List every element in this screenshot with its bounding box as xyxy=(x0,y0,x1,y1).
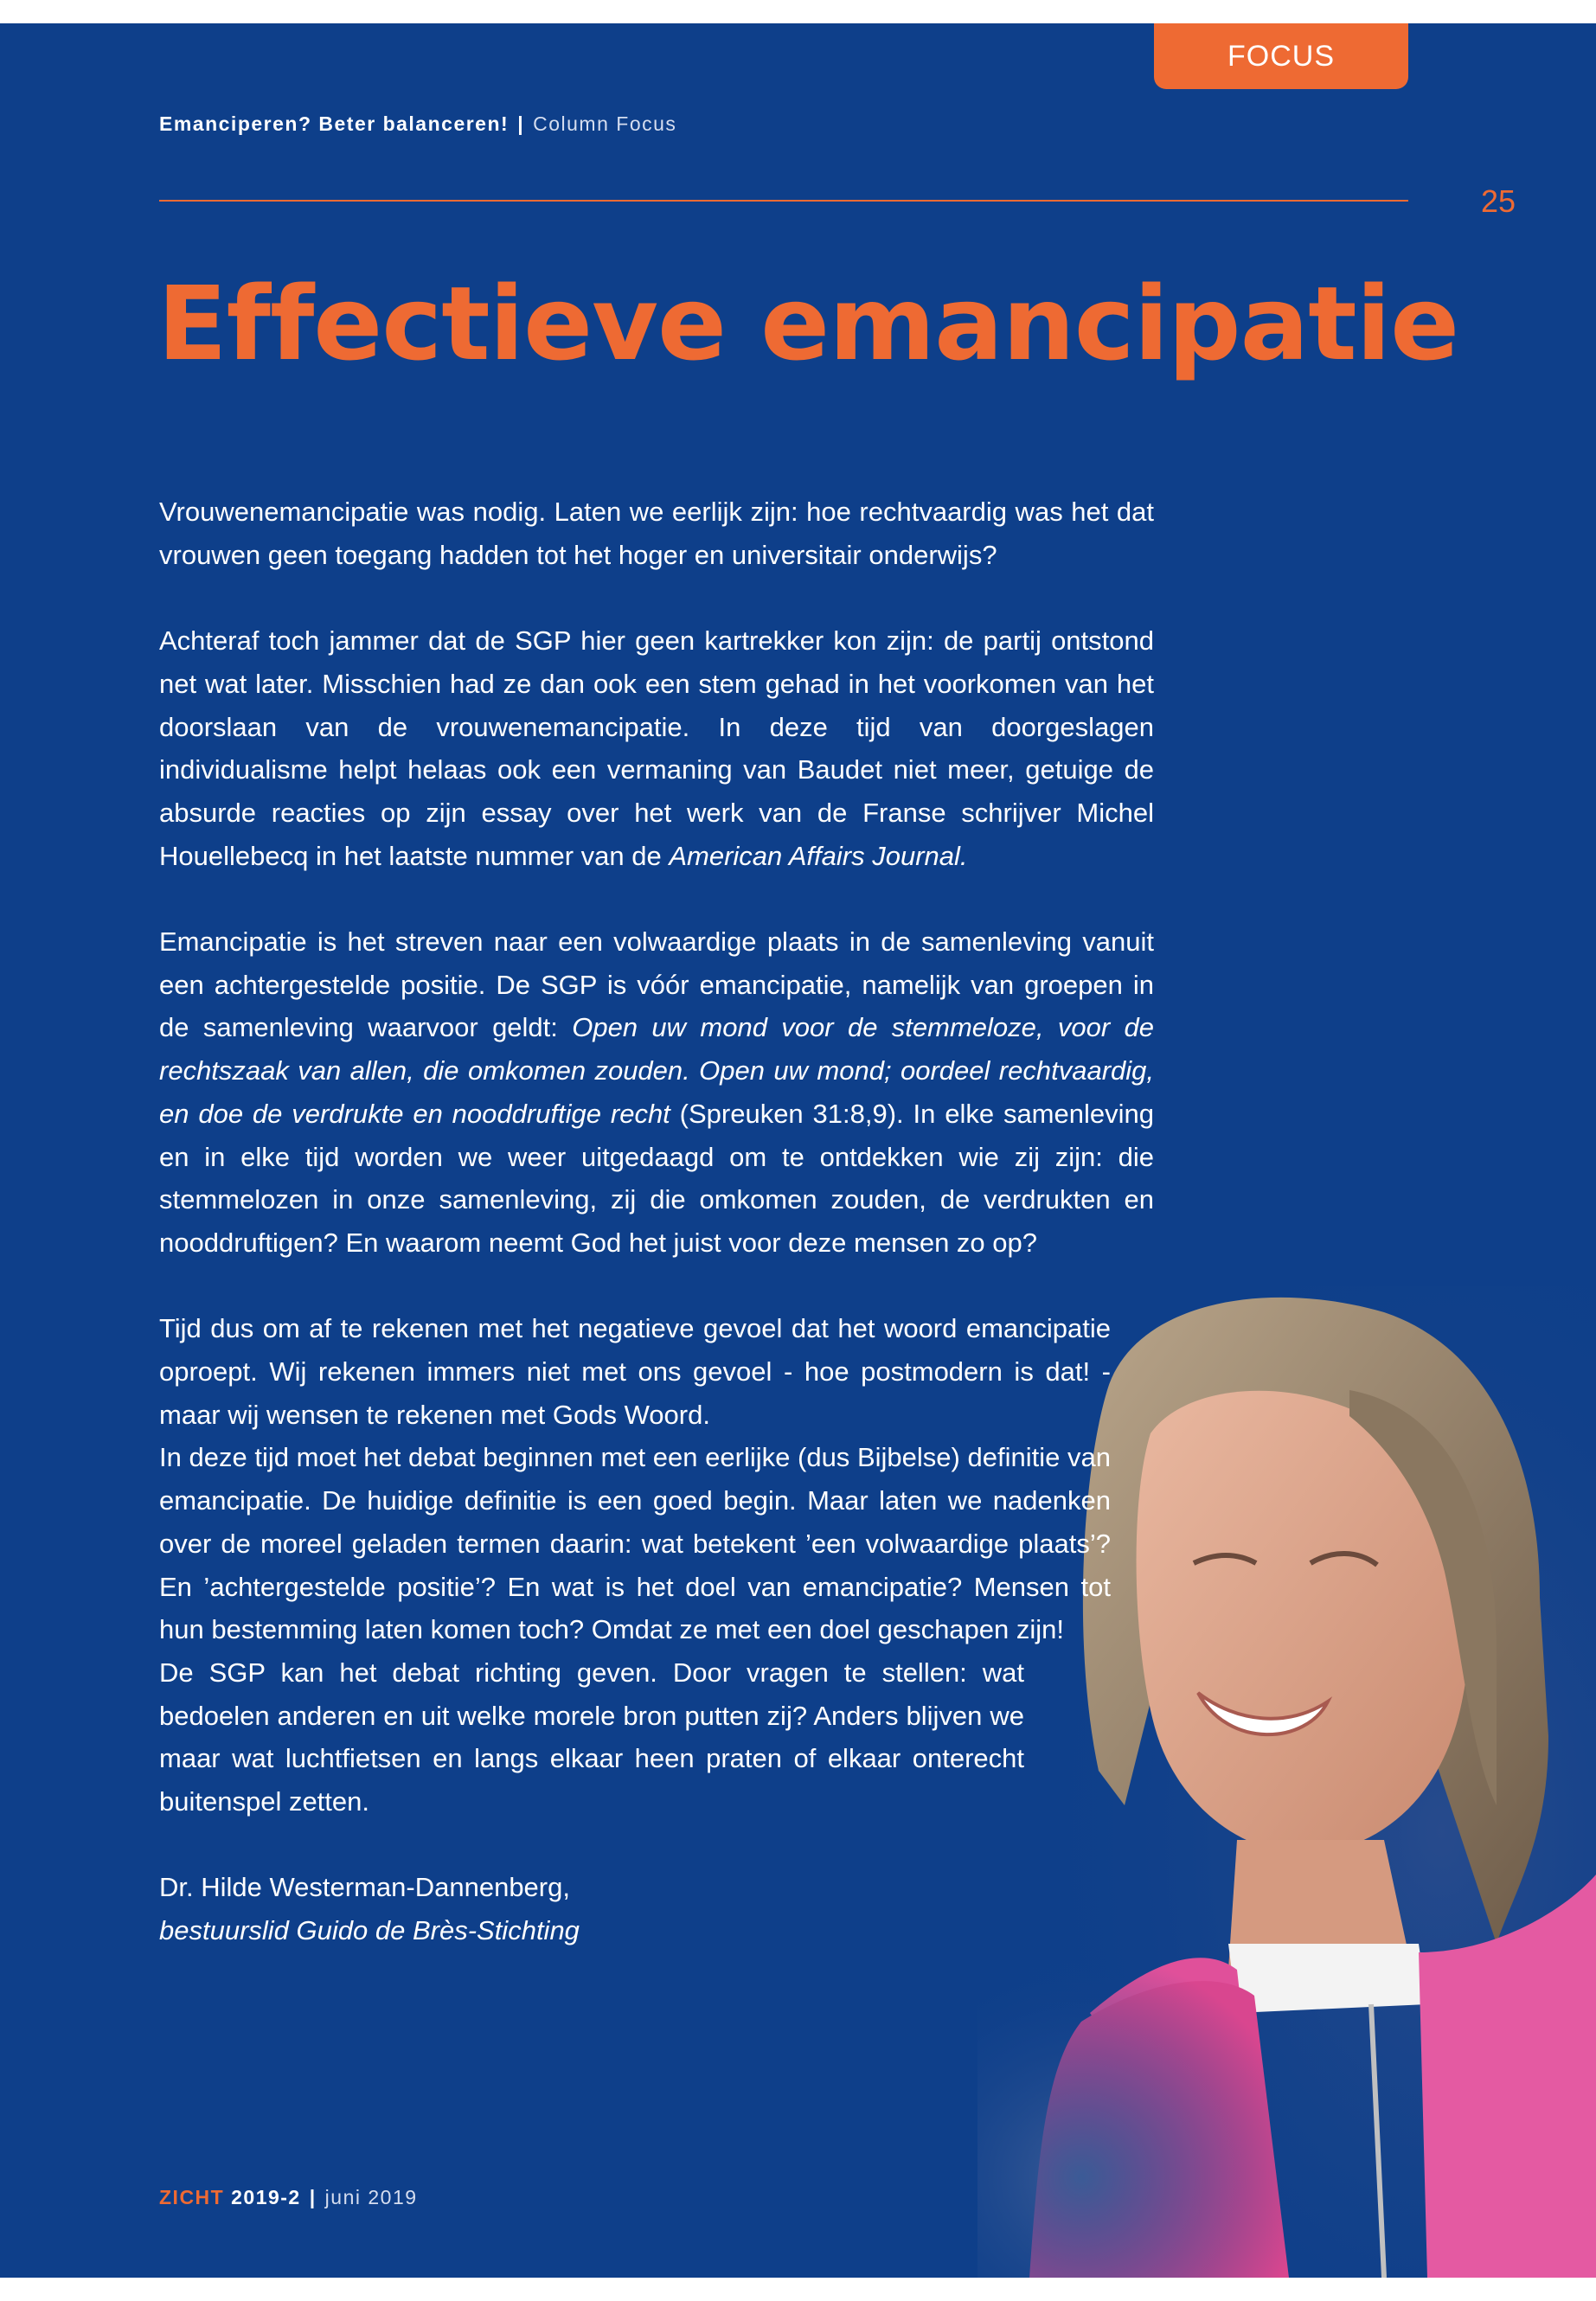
page-number: 25 xyxy=(1481,183,1516,219)
magazine-page xyxy=(0,23,1596,2278)
author-role: bestuurslid Guido de Brès-Stichting xyxy=(159,1915,580,1946)
header-rule xyxy=(159,200,1408,202)
paragraph-5: In deze tijd moet het debat beginnen met een eerlijke (dus Bijbelse) definitie van emancipatie. De huidige definitie is een goed begin. Maar laten we nadenken over de moreel geladen termen daarin: wat betekent ’een volwaardige plaats’? En ’achtergestelde positie’? En wat is het doel van emancipatie? Mensen tot hun bestemming laten komen toch? Omdat ze met een doel geschapen zijn! xyxy=(159,1442,1111,1645)
paragraph-3-rest: (Spreuken 31:8,9). In elke samenleving en in elke tijd worden we weer uitgedaagd om te ontdekken wie zij zijn: die stemmelozen in onze samenleving, zij die omkomen zouden, de verdrukten en nooddruftigen? En waarom neemt God het juist voor deze mensen zo op? xyxy=(159,1098,1154,1258)
author-name: Dr. Hilde Westerman-Dannenberg, xyxy=(159,1872,570,1903)
paragraph-3-text: Emancipatie is het streven naar een volwaardige plaats in de samenleving vanuit een achtergestelde positie. De SGP is vóór emancipatie, namelijk van groepen in de samenleving waarvoor geldt: xyxy=(159,926,1154,1043)
running-title: Emanciperen? Beter balanceren! xyxy=(159,112,510,135)
magazine-brand: ZICHT xyxy=(159,2186,225,2208)
running-header xyxy=(159,112,676,136)
paragraph-2 xyxy=(159,619,1154,877)
paragraph-1: Vrouwenemancipatie was nodig. Laten we eerlijk zijn: hoe rechtvaardig was het dat vrouwen geen toegang hadden tot het hoger en universitair onderwijs? xyxy=(159,497,1154,570)
issue-date: juni 2019 xyxy=(324,2186,418,2208)
journal-title: American Affairs Journal. xyxy=(669,840,968,871)
paragraph-2-text: Achteraf toch jammer dat de SGP hier geen kartrekker kon zijn: de partij ontstond net wat later. Misschien had ze dan ook een stem gehad in het voorkomen van het doorslaan van de vrouwenemancipatie. In deze tijd van doorgeslagen individualisme helpt helaas ook een vermaning van Baudet niet meer, getuige de absurde reacties op zijn essay over het werk van de Franse schrijver Michel Houellebecq in het laatste nummer van de xyxy=(159,625,1154,871)
article-body xyxy=(159,490,1154,1952)
article-title: Effectieve emancipatie xyxy=(157,264,1459,383)
paragraph-3 xyxy=(159,920,1154,1265)
running-category: Column Focus xyxy=(533,112,677,135)
page-footer xyxy=(159,2186,418,2209)
section-tab: FOCUS xyxy=(1154,23,1408,89)
bible-quote: Open uw mond voor de stemmeloze, voor de rechtszaak van allen, die omkomen zouden. Open uw mond; oordeel rechtvaardig, en doe de verdrukte en nooddruftige recht xyxy=(159,1012,1154,1129)
footer-separator: | xyxy=(309,2186,317,2208)
signature xyxy=(159,1866,1154,1952)
issue-number: 2019-2 xyxy=(231,2186,301,2208)
paragraph-6: De SGP kan het debat richting geven. Door vragen te stellen: wat bedoelen anderen en uit welke morele bron putten zij? Anders blijven we maar wat luchtfietsen en langs elkaar heen praten of elkaar onterecht buitenspel zetten. xyxy=(159,1657,1024,1817)
paragraph-4: Tijd dus om af te rekenen met het negatieve gevoel dat het woord emancipatie oproept. Wij rekenen immers niet met ons gevoel - hoe postmodern is dat! - maar wij wensen te rekenen met Gods Woord. xyxy=(159,1313,1111,1430)
header-separator: | xyxy=(517,112,525,135)
